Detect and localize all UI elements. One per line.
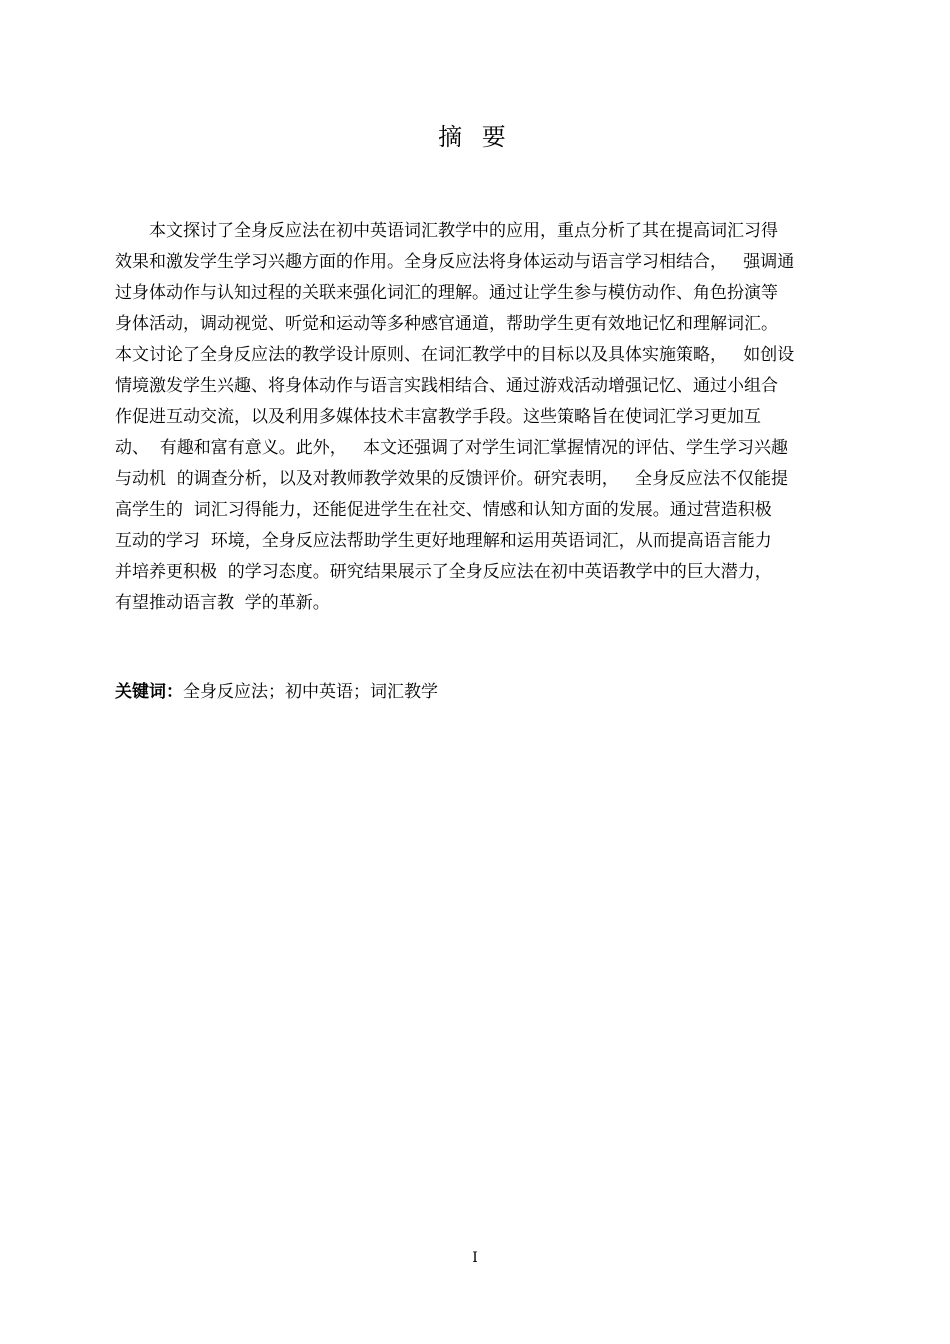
abstract-line: 本文探讨了全身反应法在初中英语词汇教学中的应用，重点分析了其在提高词汇习得 <box>149 221 778 241</box>
abstract-line: 动、 有趣和富有意义。此外， 本文还强调了对学生词汇掌握情况的评估、学生学习兴趣 <box>115 438 789 458</box>
abstract-body <box>115 216 865 619</box>
page-title: 摘 要 <box>438 123 512 151</box>
keywords-label: 关键词： <box>115 682 183 702</box>
abstract-line: 过身体动作与认知过程的关联来强化词汇的理解。通过让学生参与模仿动作、角色扮演等 <box>115 283 778 303</box>
abstract-line: 作促进互动交流，以及利用多媒体技术丰富教学手段。这些策略旨在使词汇学习更加互 <box>115 407 761 427</box>
keywords-value: 全身反应法；初中英语；词汇教学 <box>183 682 438 702</box>
abstract-line: 情境激发学生兴趣、将身体动作与语言实践相结合、通过游戏活动增强记忆、通过小组合 <box>115 376 778 396</box>
abstract-line: 高学生的 词汇习得能力，还能促进学生在社交、情感和认知方面的发展。通过营造积极 <box>115 500 772 520</box>
abstract-line: 并培养更积极 的学习态度。研究结果展示了全身反应法在初中英语教学中的巨大潜力， <box>115 562 772 582</box>
abstract-line: 互动的学习 环境，全身反应法帮助学生更好地理解和运用英语词汇，从而提高语言能力 <box>115 531 772 551</box>
abstract-line: 与动机 的调查分析，以及对教师教学效果的反馈评价。研究表明， 全身反应法不仅能提 <box>115 469 789 489</box>
abstract-line: 身体活动，调动视觉、听觉和运动等多种感官通道，帮助学生更有效地记忆和理解词汇。 <box>115 314 778 334</box>
abstract-line: 有望推动语言教 学的革新。 <box>115 593 330 613</box>
abstract-line: 效果和激发学生学习兴趣方面的作用。全身反应法将身体运动与语言学习相结合， 强调通 <box>115 252 795 272</box>
page-number: I <box>472 1250 478 1266</box>
keywords-line <box>115 678 865 706</box>
abstract-line: 本文讨论了全身反应法的教学设计原则、在词汇教学中的目标以及具体实施策略， 如创设 <box>115 345 795 365</box>
